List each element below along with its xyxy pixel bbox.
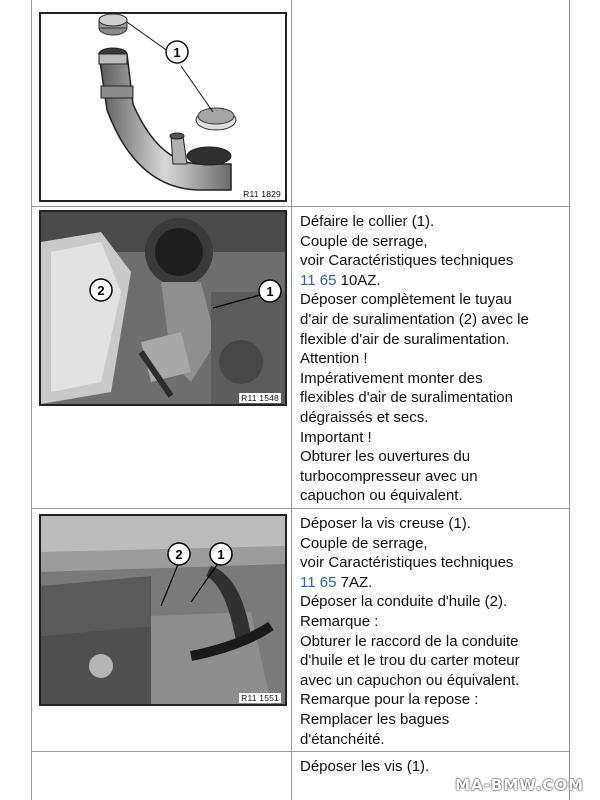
text-line: Impérativement monter des bbox=[300, 369, 483, 387]
text-line: Remarque : bbox=[300, 612, 379, 630]
text-line: Couple de serrage, bbox=[300, 232, 428, 250]
column-divider bbox=[291, 751, 292, 800]
callout-1: 1 bbox=[266, 284, 274, 299]
figure-oil-line bbox=[39, 514, 287, 706]
figure-reference: R11 1551 bbox=[241, 693, 279, 703]
table-row bbox=[32, 206, 569, 509]
instruction-text bbox=[300, 514, 562, 749]
callout-2: 2 bbox=[97, 283, 105, 298]
text-line: d'étanchéité. bbox=[300, 730, 385, 748]
text-line: Remplacer les bagues bbox=[300, 710, 450, 728]
callout-1: 1 bbox=[217, 547, 225, 562]
text-line: Défaire le collier (1). bbox=[300, 213, 435, 230]
text-line: turbocompresseur avec un bbox=[300, 467, 478, 485]
site-watermark: MA-BMW.COM bbox=[455, 776, 584, 794]
text-line: Remarque pour la repose : bbox=[300, 691, 479, 709]
figure-reference: R11 1829 bbox=[243, 189, 281, 199]
column-divider bbox=[291, 508, 292, 751]
text-line: Important ! bbox=[300, 428, 372, 446]
spec-link[interactable]: 11 65 bbox=[300, 271, 337, 289]
figure-reference: R11 1548 bbox=[241, 393, 279, 403]
text-line: Déposer complètement le tuyau bbox=[300, 291, 512, 309]
text-line: Attention ! bbox=[300, 350, 368, 368]
spec-link[interactable]: 11 65 bbox=[300, 573, 337, 591]
text-line: voir Caractéristiques techniques bbox=[300, 252, 514, 270]
text-line-with-link bbox=[300, 271, 562, 291]
text-line: voir Caractéristiques techniques bbox=[300, 554, 514, 572]
text-line: dégraissés et secs. bbox=[300, 408, 429, 426]
text-line: Déposer la conduite d'huile (2). bbox=[300, 593, 508, 611]
callout-1: 1 bbox=[173, 45, 181, 60]
text-line: flexible d'air de suralimentation. bbox=[300, 330, 510, 348]
text-line: Obturer les ouvertures du bbox=[300, 448, 471, 466]
text-line: flexibles d'air de suralimentation bbox=[300, 389, 513, 407]
link-suffix: 10AZ. bbox=[336, 271, 381, 289]
column-divider bbox=[291, 0, 292, 206]
table-row bbox=[32, 508, 569, 752]
link-suffix: 7AZ. bbox=[336, 573, 373, 591]
text-line: avec un capuchon ou équivalent. bbox=[300, 671, 520, 689]
text-line-with-link bbox=[300, 573, 562, 593]
column-divider bbox=[291, 206, 292, 508]
instruction-text bbox=[300, 212, 562, 506]
table-row bbox=[32, 0, 569, 207]
text-line: capuchon ou équivalent. bbox=[300, 487, 463, 505]
hose-illustration bbox=[41, 14, 285, 200]
figure-charge-air-pipe bbox=[39, 210, 287, 406]
text-line: Déposer les vis (1). bbox=[300, 758, 430, 775]
photo-charge-air-pipe bbox=[41, 212, 285, 404]
callout-2: 2 bbox=[175, 547, 183, 562]
text-line: d'huile et le trou du carter moteur bbox=[300, 652, 520, 670]
text-line: Obturer le raccord de la conduite bbox=[300, 632, 519, 650]
text-line: Couple de serrage, bbox=[300, 534, 428, 552]
figure-hose-with-caps bbox=[39, 12, 287, 202]
procedure-table bbox=[31, 0, 570, 800]
text-line: Déposer la vis creuse (1). bbox=[300, 515, 471, 532]
instruction-text bbox=[300, 757, 562, 777]
text-line: d'air de suralimentation (2) avec le bbox=[300, 310, 529, 328]
photo-oil-line bbox=[41, 516, 285, 704]
